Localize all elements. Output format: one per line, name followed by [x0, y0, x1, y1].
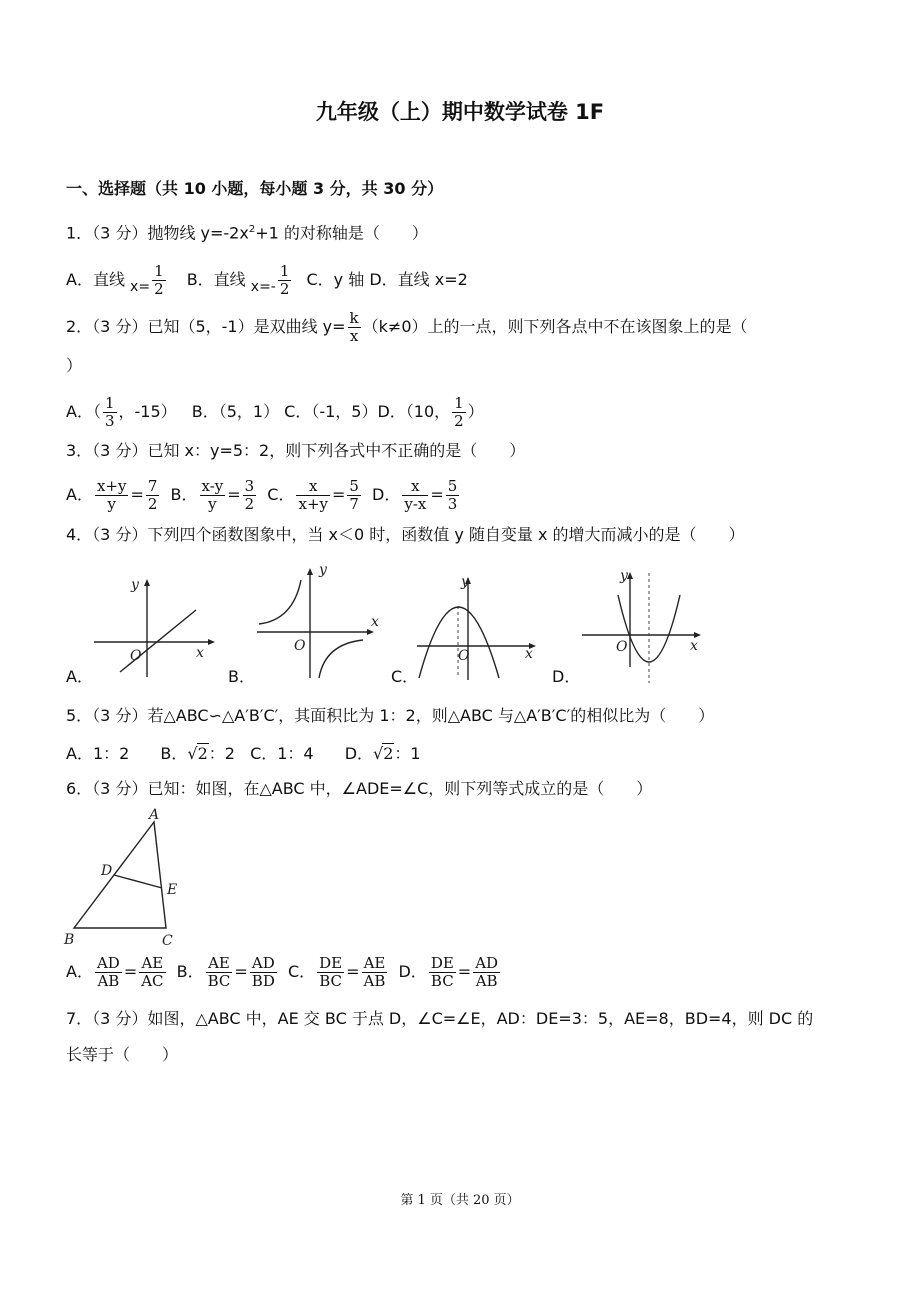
q6-option-d: D． [398, 962, 427, 981]
fraction-denominator: 2 [279, 280, 290, 298]
q5-option-b: B． [160, 744, 188, 763]
sqrt-radicand: 2 [197, 744, 208, 763]
fraction-numerator: 5 [447, 477, 458, 495]
fraction-denominator: BC [207, 972, 231, 990]
fraction-denominator: y-x [404, 495, 427, 513]
q1-option-b-fraction [278, 263, 292, 298]
fraction-numerator: 1 [104, 394, 115, 412]
fraction-numerator: AD [475, 954, 499, 972]
question-5-options [66, 743, 421, 764]
q3-a-right [146, 478, 160, 513]
q4-label-b: B． [228, 667, 255, 686]
sqrt-icon: √ [373, 744, 384, 763]
q6-option-b: B． [176, 962, 204, 981]
point-e-label: E [167, 882, 178, 898]
q1-option-b-x: x=- [250, 279, 276, 295]
fraction-denominator: AC [141, 972, 164, 990]
fraction-numerator: AD [96, 954, 120, 972]
q3-d-left [402, 478, 428, 513]
fraction-denominator: 7 [349, 495, 359, 513]
fraction-denominator: AB [97, 972, 120, 990]
page-footer: 第 1 页（共 20 页） [400, 1193, 520, 1208]
q3-a-left [95, 478, 129, 513]
q1-options-c-d: C．y 轴 D．直线 x=2 [306, 270, 468, 289]
fraction-denominator: x [349, 327, 359, 345]
fraction-numerator: 1 [279, 262, 290, 280]
hyperbola-branch-right [319, 640, 363, 678]
q5-option-b-tail: ：2 [208, 744, 235, 763]
fraction-numerator: x+y [96, 477, 127, 495]
x-axis-label: x [690, 638, 698, 654]
q5-option-d: D． [344, 744, 374, 763]
equals-sign: = [227, 485, 241, 504]
q6-d-right [473, 955, 500, 990]
sqrt-radicand: 2 [383, 744, 394, 763]
question-2-stem-close: ） [66, 356, 83, 375]
page-title: 九年级（上）期中数学试卷 1F [315, 100, 605, 124]
fraction-denominator: 2 [244, 495, 255, 513]
question-2-options [66, 395, 484, 430]
q5-option-a: A．1：2 [66, 744, 130, 763]
y-axis-label: y [461, 574, 469, 590]
q3-c-right [347, 478, 361, 513]
origin-label: O [616, 639, 628, 655]
q2-options-b-c-d: B．（5，1） C．（-1，5）D．（10， [191, 402, 451, 421]
fraction-denominator: AB [363, 972, 386, 990]
q5-option-c: C．1：4 [250, 744, 314, 763]
sqrt-icon: √ [187, 744, 198, 763]
x-axis-label: x [371, 614, 379, 630]
parabola-graph [419, 607, 499, 678]
point-b-label: B [64, 932, 75, 948]
question-5-stem: 5．（3 分）若△ABC∽△A′B′C′，其面积比为 1：2，则△ABC 与△A′B′C′的相似比为（ ） [66, 706, 715, 725]
fraction-denominator: y [107, 495, 116, 513]
q2-option-d-tail: ） [467, 402, 484, 421]
question-7-stem-line1: 7．（3 分）如图，△ABC 中，AE 交 BC 于点 D，∠C=∠E，AD：DE=3：5，AE=8，BD=4，则 DC 的 [66, 1009, 814, 1028]
hyperbola-branch-left [259, 580, 301, 624]
q4-graph-b [253, 560, 383, 682]
fraction-denominator: BC [430, 972, 454, 990]
q3-option-a: A． [66, 485, 93, 504]
fraction-denominator: 2 [147, 495, 158, 513]
x-axis-arrow-icon [208, 639, 215, 645]
fraction-numerator: AE [206, 955, 233, 973]
fraction-numerator: k [349, 309, 359, 327]
q4-graph-d [578, 565, 708, 683]
fraction-numerator: 3 [244, 477, 255, 495]
y-axis-arrow-icon [144, 579, 150, 586]
q1-option-a-fraction [152, 263, 166, 298]
q1-exponent: 2 [248, 224, 256, 235]
equals-sign: = [457, 962, 472, 981]
q1-option-b: B．直线 [186, 270, 246, 289]
fraction-denominator: 2 [154, 280, 164, 298]
q3-option-b: B． [170, 485, 198, 504]
equals-sign: = [346, 962, 360, 981]
equals-sign: = [430, 485, 444, 504]
y-axis-arrow-icon [307, 568, 313, 575]
triangle-abc [74, 822, 166, 928]
fraction-numerator: x [402, 478, 428, 496]
x-axis-label: x [525, 646, 533, 662]
q6-option-a: A． [66, 962, 93, 981]
fraction-numerator: AE [362, 955, 388, 973]
q2-option-a: A．（ [66, 402, 101, 421]
q6-c-right [362, 955, 388, 990]
q3-b-right [243, 478, 257, 513]
q6-b-right [250, 955, 277, 990]
fraction-numerator: DE [319, 954, 343, 972]
q6-triangle-figure [62, 806, 192, 951]
q4-graph-c [413, 572, 543, 682]
fraction-numerator: 5 [349, 477, 359, 495]
q2-stem-text: 2．（3 分）已知（5，-1）是双曲线 y= [66, 317, 346, 336]
question-3-stem: 3．（3 分）已知 x：y=5：2，则下列各式中不正确的是（ ） [66, 441, 526, 460]
q6-a-right [139, 955, 165, 990]
y-axis-label: y [131, 577, 139, 593]
q4-label-c: C． [391, 667, 419, 686]
q6-a-left [95, 955, 122, 990]
point-a-label: A [149, 807, 160, 823]
fraction-numerator: 1 [454, 394, 464, 412]
fraction-denominator: 3 [104, 412, 115, 430]
origin-label: O [294, 638, 306, 654]
q3-c-left [296, 478, 330, 513]
q3-option-d: D． [372, 485, 401, 504]
question-3-options [66, 478, 461, 513]
x-axis-label: x [196, 645, 204, 661]
q1-option-a: A．直线 [66, 270, 125, 289]
fraction-numerator: AD [250, 955, 277, 973]
y-axis-label: y [319, 562, 327, 578]
equals-sign: = [332, 485, 346, 504]
fraction-numerator: 7 [147, 477, 158, 495]
q1-stem-text: 1．（3 分）抛物线 y=-2x [66, 223, 249, 243]
q6-d-left [429, 955, 456, 990]
q6-option-c: C． [287, 962, 316, 981]
question-4-stem: 4．（3 分）下列四个函数图象中，当 x＜0 时，函数值 y 随自变量 x 的增大而减小的是（ ） [66, 525, 745, 544]
q5-option-d-tail: ：1 [394, 744, 421, 763]
q3-option-c: C． [267, 485, 295, 504]
fraction-denominator: y [208, 495, 217, 513]
q3-b-left [200, 478, 226, 513]
q4-label-d: D． [552, 667, 581, 686]
point-c-label: C [162, 933, 173, 949]
question-7-stem-line2: 长等于（ ） [66, 1045, 179, 1064]
q2-option-a-fraction [103, 395, 117, 430]
equals-sign: = [130, 485, 144, 504]
q6-c-left [317, 955, 344, 990]
point-d-label: D [101, 863, 113, 879]
fraction-denominator: 3 [447, 495, 458, 513]
q1-option-a-x: x= [130, 279, 151, 295]
q4-graph-a [90, 572, 220, 682]
fraction-denominator: AB [475, 972, 498, 990]
q6-b-left [206, 955, 233, 990]
fraction-numerator: DE [430, 954, 454, 972]
q4-label-a: A． [66, 667, 93, 686]
q2-function-fraction [348, 310, 361, 345]
origin-label: O [130, 648, 142, 664]
origin-label: O [458, 648, 470, 664]
y-axis-label: y [620, 568, 628, 584]
q2-stem-tail: （k≠0）上的一点，则下列各点中不在该图象上的是（ [362, 317, 748, 336]
equals-sign: = [234, 962, 248, 981]
question-1-stem [66, 220, 428, 243]
q3-d-right [446, 478, 460, 513]
fraction-denominator: BC [319, 972, 343, 990]
fraction-denominator: x+y [298, 495, 328, 513]
question-6-stem: 6．（3 分）已知：如图，在△ABC 中，∠ADE=∠C，则下列等式成立的是（ ） [66, 779, 653, 798]
fraction-numerator: x [296, 478, 330, 496]
fraction-denominator: 2 [454, 412, 464, 430]
segment-de [114, 875, 162, 888]
question-1-options [66, 263, 468, 298]
q2-option-a-tail: ，-15） [118, 402, 177, 421]
question-2-stem [66, 310, 748, 345]
fraction-numerator: AE [139, 955, 165, 973]
fraction-denominator: BD [251, 972, 275, 990]
fraction-numerator: x-y [201, 477, 224, 495]
question-6-options [66, 955, 502, 990]
q2-option-d-fraction [452, 395, 466, 430]
fraction-numerator: 1 [154, 262, 164, 280]
section-heading: 一、选择题（共 10 小题，每小题 3 分，共 30 分） [66, 179, 444, 198]
q1-stem-tail: +1 的对称轴是（ ） [255, 223, 428, 243]
equals-sign: = [123, 962, 138, 981]
